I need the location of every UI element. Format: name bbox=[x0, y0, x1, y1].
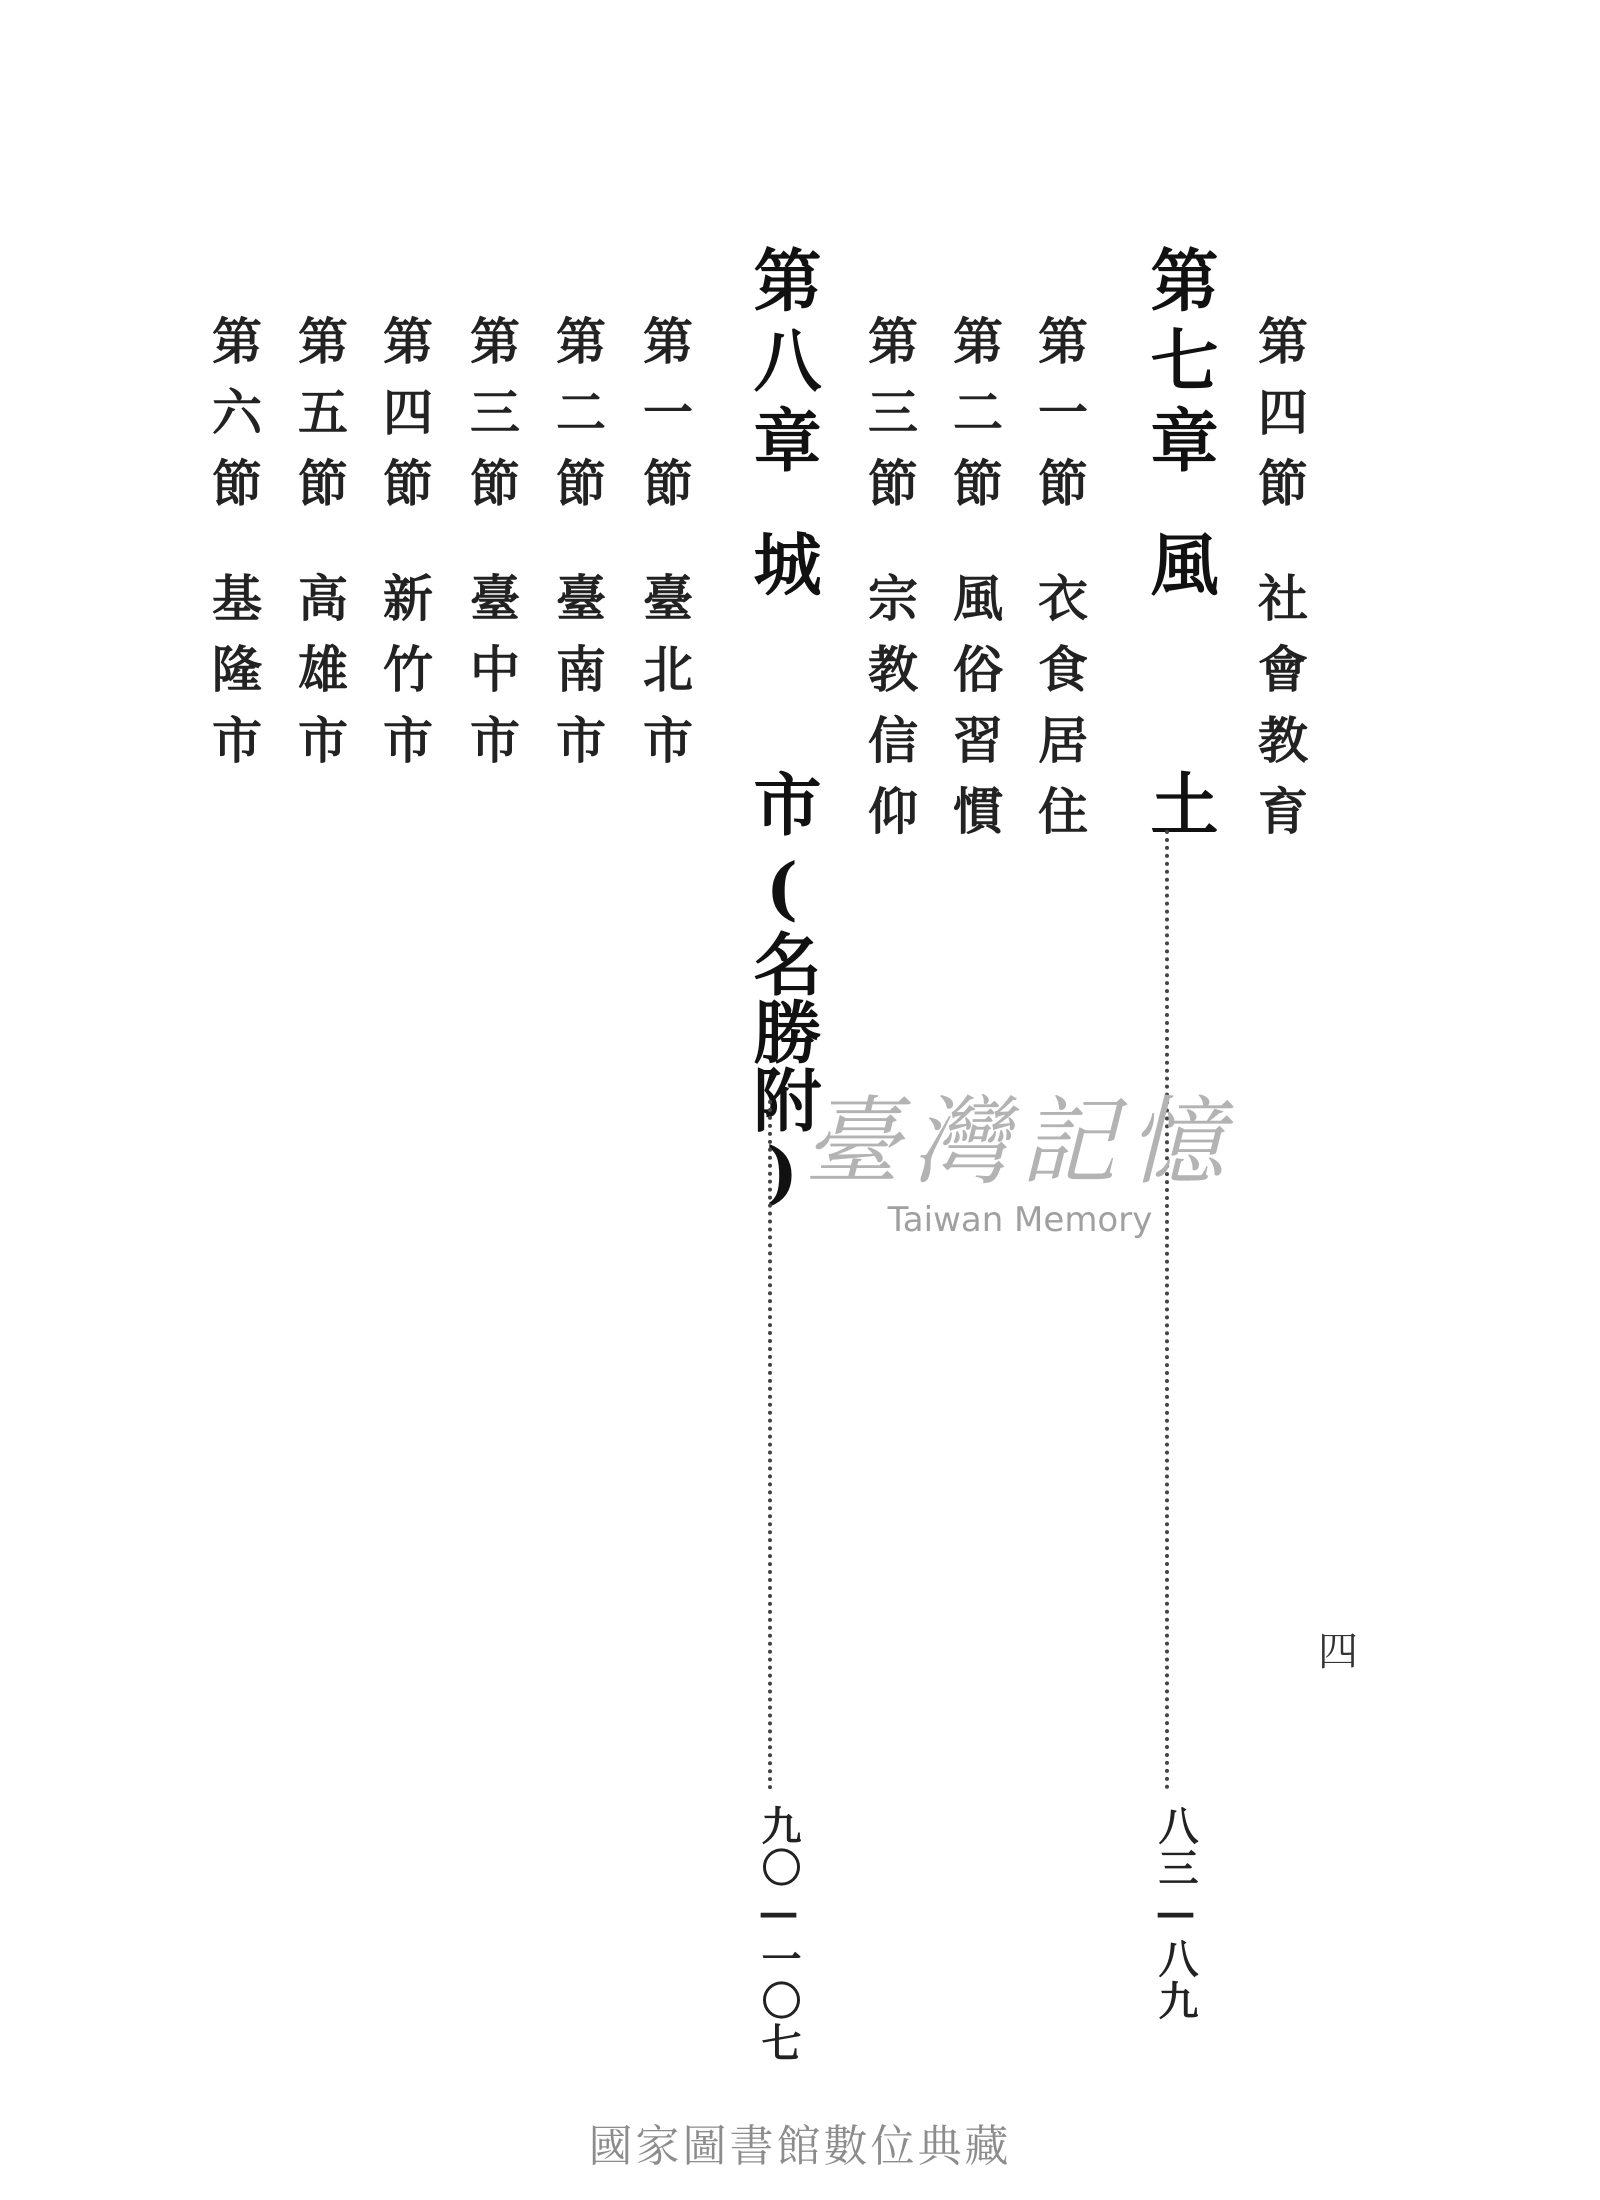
section-label: 第一節 bbox=[635, 315, 694, 528]
section-label: 第二節 bbox=[945, 315, 1004, 528]
toc-section-religion bbox=[853, 315, 925, 856]
toc-section-taipei bbox=[628, 315, 700, 785]
section-label: 第三節 bbox=[860, 315, 919, 528]
section-label: 第四節 bbox=[1250, 315, 1309, 528]
page-range-chapter-7: 八三—八九 bbox=[1152, 1805, 1199, 2022]
taiwan-memory-watermark bbox=[790, 1086, 1250, 1240]
dot-leader-chapter-7 bbox=[1165, 830, 1169, 1790]
section-title: 臺北市 bbox=[635, 572, 694, 785]
dot-leader-chapter-8 bbox=[768, 1100, 772, 1790]
toc-section-kaohsiung bbox=[283, 315, 355, 785]
section-title: 新竹市 bbox=[375, 572, 434, 785]
section-title: 衣食居住 bbox=[1030, 572, 1089, 856]
section-title: 高雄市 bbox=[290, 572, 349, 785]
section-title: 臺南市 bbox=[548, 572, 607, 785]
toc-section-tainan bbox=[541, 315, 613, 785]
section-title: 臺中市 bbox=[462, 572, 521, 785]
page-range-chapter-8: 九〇—一〇七 bbox=[755, 1805, 802, 2064]
toc-section-social-education bbox=[1243, 315, 1315, 856]
chapter-note: (名勝附) bbox=[742, 849, 822, 1213]
watermark-chinese: 臺灣記憶 bbox=[804, 1086, 1236, 1198]
section-label: 第五節 bbox=[290, 315, 349, 528]
section-label: 第三節 bbox=[462, 315, 521, 528]
section-label: 第一節 bbox=[1030, 315, 1089, 528]
toc-section-taichung bbox=[455, 315, 527, 785]
toc-section-food-clothing bbox=[1023, 315, 1095, 856]
chapter-title: 風 土 bbox=[1139, 529, 1219, 849]
section-title: 風俗習慣 bbox=[945, 572, 1004, 856]
toc-section-customs bbox=[938, 315, 1010, 856]
toc-section-hsinchu bbox=[368, 315, 440, 785]
toc-chapter-7 bbox=[1131, 245, 1228, 849]
section-title: 宗教信仰 bbox=[860, 572, 919, 856]
watermark-english: Taiwan Memory bbox=[887, 1199, 1153, 1240]
section-label: 第二節 bbox=[548, 315, 607, 528]
chapter-label: 第七章 bbox=[1139, 245, 1219, 485]
toc-section-keelung bbox=[197, 315, 269, 785]
section-label: 第四節 bbox=[375, 315, 434, 528]
section-label: 第六節 bbox=[204, 315, 263, 528]
footer-library-credit: 國家圖書館數位典藏 bbox=[588, 2121, 1012, 2172]
page-number: 四 bbox=[1318, 1629, 1358, 1675]
section-title: 社會教育 bbox=[1250, 572, 1309, 856]
chapter-label: 第八章 bbox=[742, 245, 822, 485]
toc-chapter-8 bbox=[734, 245, 831, 1213]
section-title: 基隆市 bbox=[204, 572, 263, 785]
chapter-title: 城 市 bbox=[742, 529, 822, 849]
